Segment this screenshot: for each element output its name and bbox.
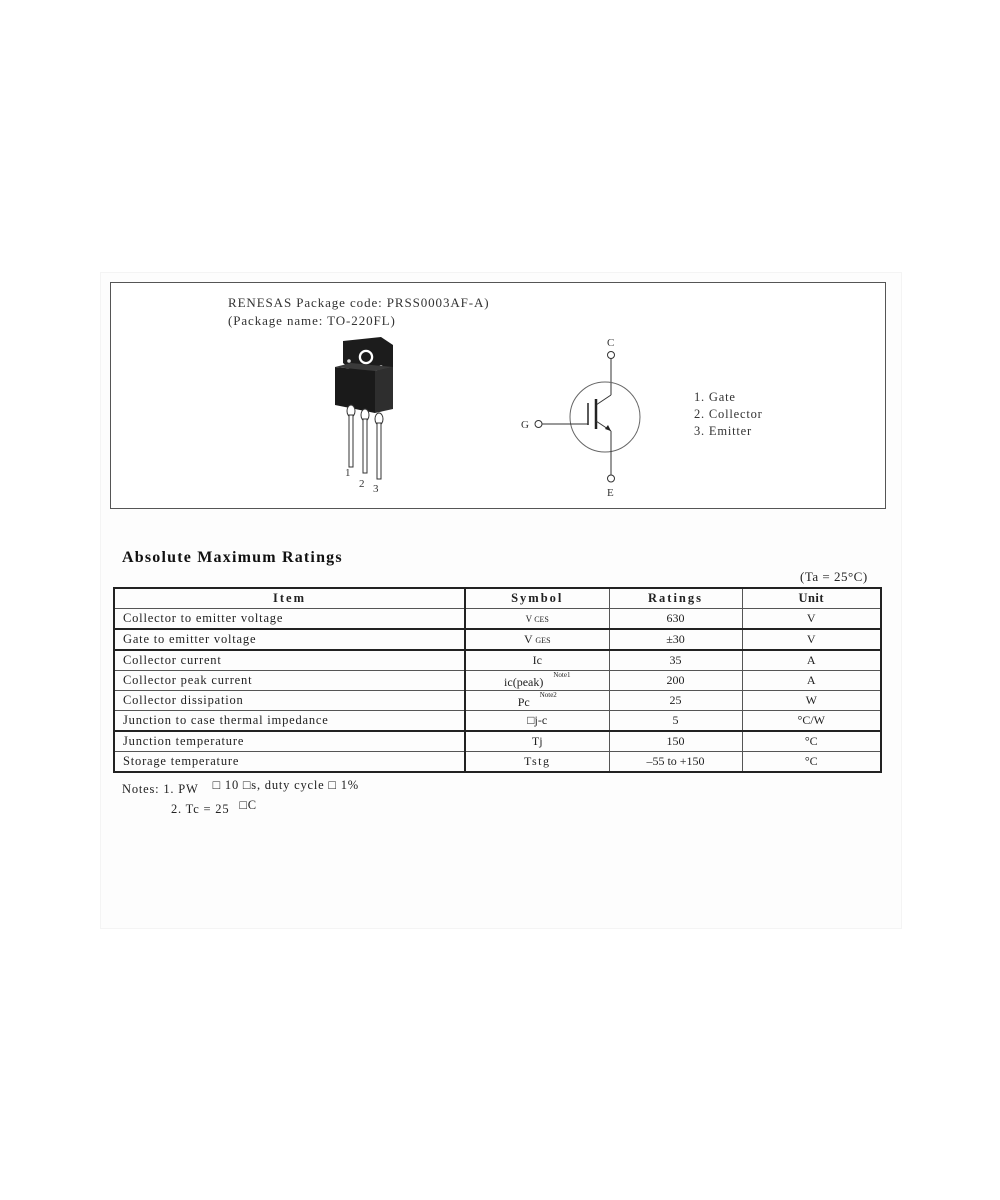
svg-text:2: 2 xyxy=(359,478,365,490)
section-title: Absolute Maximum Ratings xyxy=(122,549,343,566)
table-row: Collector peak current ic(peak) $^{Note1}$ 200 A xyxy=(114,671,881,691)
header-symbol: Symbol xyxy=(465,588,609,609)
ambient-condition: (Ta = 25°C) xyxy=(800,569,868,584)
table-row: Junction temperature Tj 150 °C xyxy=(114,731,881,752)
ratings-table xyxy=(113,587,882,773)
svg-text:G: G xyxy=(521,419,529,431)
pin-legend-gate: 1. Gate xyxy=(694,390,736,404)
pin-legend-emitter: 3. Emitter xyxy=(694,424,752,438)
svg-text:E: E xyxy=(607,487,614,499)
svg-text:3: 3 xyxy=(373,483,379,495)
note-1: Notes: 1. PW □ 10 □s, duty cycle □ 1% xyxy=(122,778,359,796)
svg-text:1: 1 xyxy=(345,467,351,479)
header-ratings: Ratings xyxy=(609,588,742,609)
table-row: Storage temperature Tstg –55 to +150 °C xyxy=(114,752,881,773)
table-row: Junction to case thermal impedance □j-c 5 °C/W xyxy=(114,711,881,732)
header-item: Item xyxy=(114,588,465,609)
table-row: Collector dissipation Pc $^{Note2}$ 25 W xyxy=(114,691,881,711)
to220fl-package-icon xyxy=(331,333,431,498)
table-row: Gate to emitter voltage V GES ±30 V xyxy=(114,629,881,650)
pin-legend-collector: 2. Collector xyxy=(694,407,763,421)
note-2: 2. Tc = 25 □C xyxy=(171,798,257,816)
package-name: (Package name: TO-220FL) xyxy=(228,313,396,328)
igbt-symbol-icon xyxy=(516,335,656,500)
svg-text:C: C xyxy=(607,337,615,349)
table-row: Collector current Ic 35 A xyxy=(114,650,881,671)
package-code: RENESAS Package code: PRSS0003AF-A) xyxy=(228,295,490,310)
header-unit: Unit xyxy=(742,588,881,609)
pin-legend xyxy=(694,389,763,440)
package-info-box xyxy=(110,282,886,509)
table-header-row xyxy=(114,588,881,609)
table-row: Collector to emitter voltage V CES 630 V xyxy=(114,609,881,630)
